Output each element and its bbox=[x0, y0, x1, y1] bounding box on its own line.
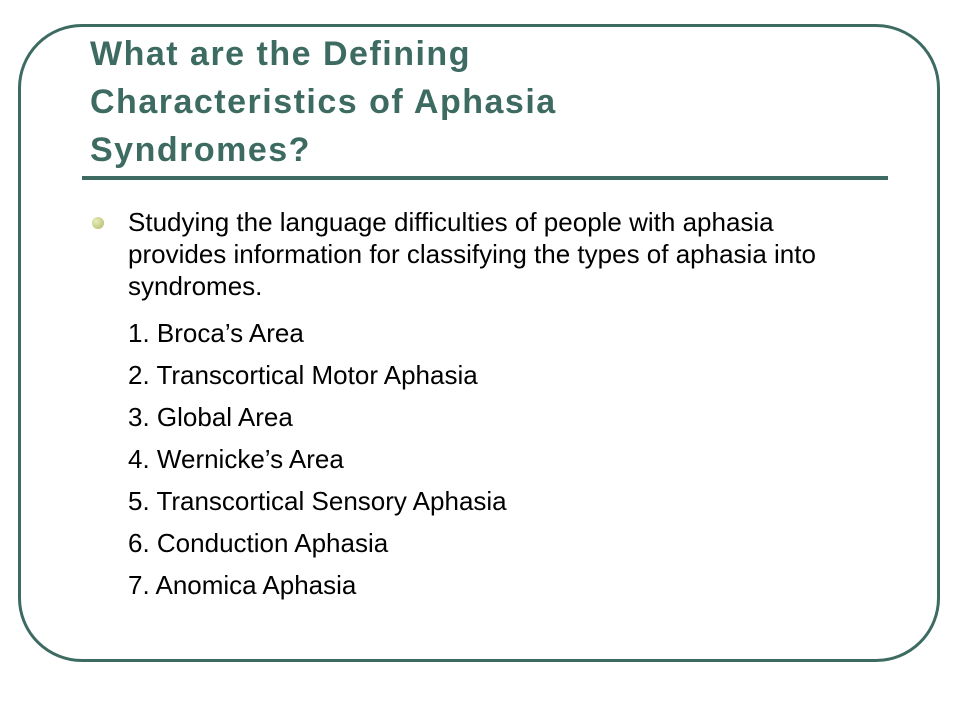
bullet-dot-icon bbox=[92, 217, 104, 229]
title-line: Syndromes? bbox=[90, 131, 311, 169]
list-item: 2. Transcortical Motor Aphasia bbox=[128, 360, 478, 390]
list-item: 1. Broca’s Area bbox=[128, 318, 304, 348]
bullet-text: Studying the language difficulties of people with aphasia provides information for classifying the types of aphasia into syndromes. bbox=[128, 207, 816, 301]
bullet-point bbox=[128, 206, 868, 302]
title-underline bbox=[82, 176, 888, 180]
list-item: 3. Global Area bbox=[128, 402, 293, 432]
slide-title bbox=[90, 30, 870, 174]
list-item: 4. Wernicke’s Area bbox=[128, 444, 344, 474]
list-item: 6. Conduction Aphasia bbox=[128, 528, 389, 558]
title-line: Characteristics of Aphasia bbox=[90, 83, 557, 121]
list-item: 7. Anomica Aphasia bbox=[128, 570, 357, 600]
list-item: 5. Transcortical Sensory Aphasia bbox=[128, 486, 507, 516]
slide-body bbox=[128, 206, 868, 606]
title-line: What are the Defining bbox=[90, 35, 471, 73]
